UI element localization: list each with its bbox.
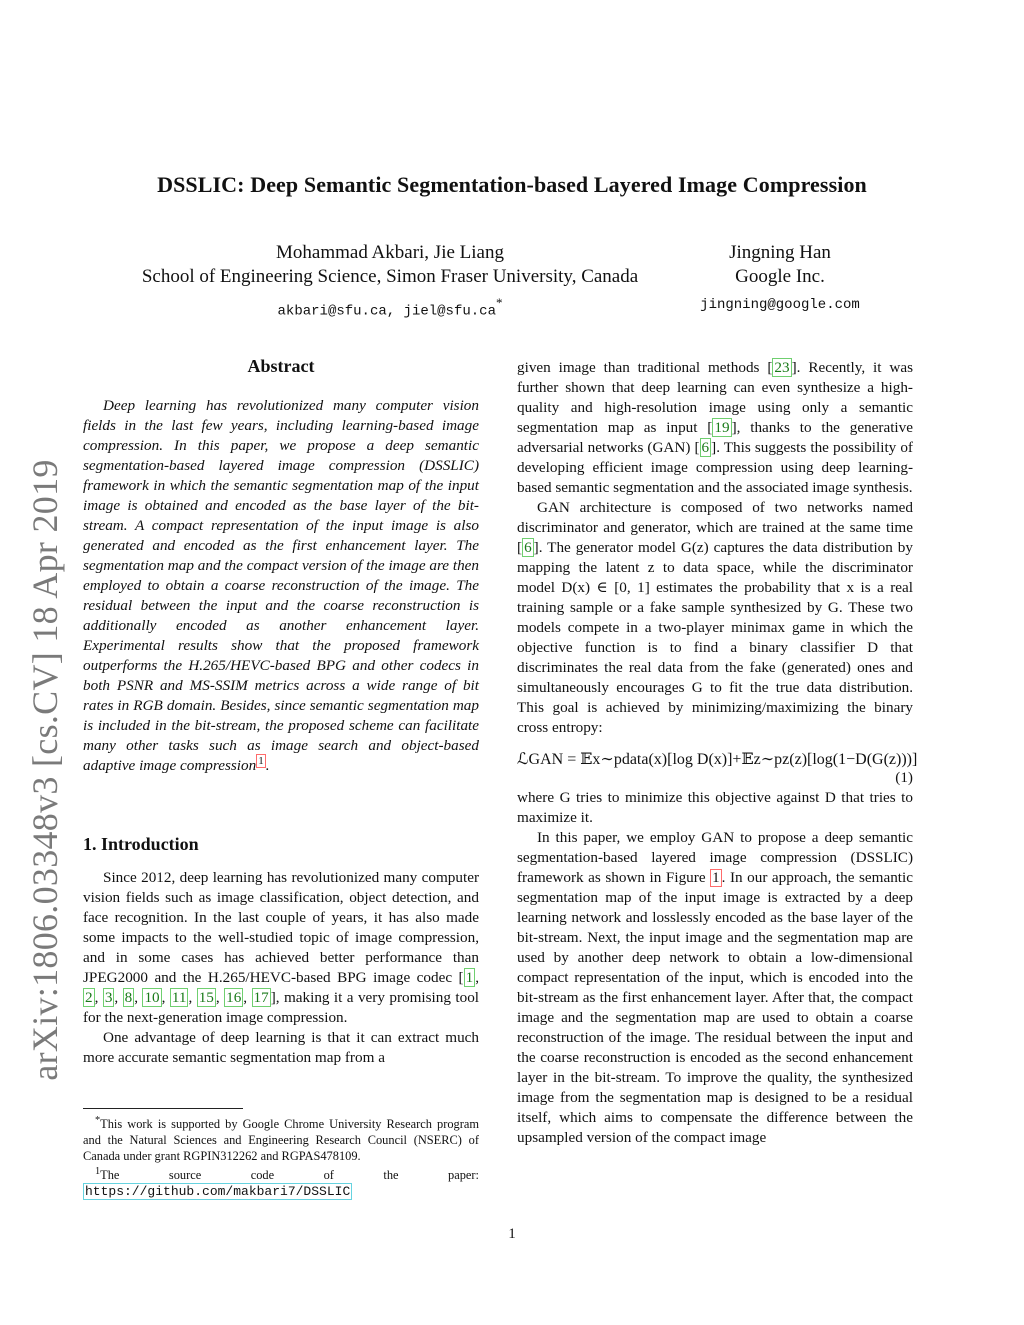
paper-title: DSSLIC: Deep Semantic Segmentation-based Layered Image Compression xyxy=(157,172,867,197)
author-block-1 xyxy=(100,241,680,323)
citation-link[interactable]: 10 xyxy=(144,989,160,1006)
author-emails-line-1 xyxy=(100,291,680,323)
gan-paragraph: GAN architecture is composed of two networks named discriminator and generator, which are trained at the same time [ 6 ]. The generator model G(z) captures the data distribution by mapping the latent z to data space, while the discriminator model D(x) ∈ [0, 1] estimates the probability that x is a real training sample or a fake sample synthesized by G. These two models compete in a two-player minimax game in which the objective function is to find a binary classifier D that discriminates the real data from the fake (generated) ones and simultaneously encourages G to fit the true data distribution. This goal is achieved by minimizing/maximizing the binary cross entropy: xyxy=(517,499,913,736)
citation-link[interactable]: 8 xyxy=(124,989,133,1006)
equation-block xyxy=(517,744,918,788)
citation-link[interactable]: 23 xyxy=(774,359,790,376)
citation-link[interactable]: 2 xyxy=(85,989,93,1006)
source-code-link[interactable]: https://github.com/makbari7/DSSLIC xyxy=(85,1184,351,1200)
intro-paragraph-2: One advantage of deep learning is that it can extract much more accurate semantic segmentation map from a xyxy=(83,1029,479,1066)
citation-link[interactable]: 6 xyxy=(701,439,710,456)
author-emails-1[interactable]: akbari@sfu.ca, jiel@sfu.ca xyxy=(277,303,496,320)
footnote-rule xyxy=(83,1108,243,1109)
citation-link[interactable]: 11 xyxy=(171,989,187,1006)
citation-link[interactable]: 6 xyxy=(524,539,532,556)
citation-link[interactable]: 17 xyxy=(253,989,269,1006)
paper-paragraph: In this paper, we employ GAN to propose a deep semantic segmentation-based layered image compression (DSSLIC) framework as shown in Figure 1 . In our approach, the semantic segmentation map of the input image is extracted by a deep learning network and losslessly encoded as the base layer of the bit-stream. Next, the input image and the segmentation map are used by another deep network to obtain a low-dimensional compact representation of the input, which is encoded into the bit-stream as the first enhancement layer. After that, the compact image and the segmentation map are used to obtain a coarse reconstruction of the image. The residual between the input and the coarse reconstruction is encoded as the second enhancement layer in the bit-stream. To improve the quality, the synthesized image from the segmentation map is designed to be a residual itself, which aims to compensate the difference between the upsampled version of the compact image xyxy=(517,829,913,1146)
author-names-1: Mohammad Akbari, Jie Liang xyxy=(276,242,504,263)
figure-ref-link[interactable]: 1 xyxy=(712,870,720,886)
citation-link[interactable]: 1 xyxy=(465,969,474,986)
arxiv-stamp-text: arXiv:1806.03348v3 [cs.CV] 18 Apr 2019 xyxy=(25,459,65,1081)
intro-paragraph-1: Since 2012, deep learning has revolutionized many computer vision fields such as image classification, object detection, and face recognition. In the last couple of years, it has also made some impacts to the well-studied topic of image compression, and in some cases has achieved better performance than JPEG2000 and the H.265/HEVC-based BPG image codec [ 1 , 2 , 3 , 8 , 10 , 11 , 15 , 16 , 17 ], making it a very promising tool for the next-generation image compression. xyxy=(83,869,480,1026)
footnotes xyxy=(83,1113,479,1200)
citation-link[interactable]: 3 xyxy=(104,989,113,1006)
abstract-heading: Abstract xyxy=(247,356,315,376)
left-column xyxy=(83,356,479,1068)
abstract-text: Deep learning has revolutionized many computer vision fields in the last few years, including learning-based image compression. In this paper, we propose a deep semantic segmentation-based layered image compression (DSSLIC) framework in which the semantic segmentation map of the input image is obtained and encoded as the base layer of the bit-stream. A compact representation of the input image is also generated and encoded as the first enhancement layer. The segmentation map and the compact version of the image are then employed to obtain a coarse reconstruction of the image. The residual between the input and the coarse reconstruction is additionally encoded as another enhancement layer. Experimental results show that the proposed framework outperforms the H.265/HEVC-based BPG and other codecs in both PSNR and MS-SSIM metrics across a wide range of bit rates in RGB domain. Besides, since semantic segmentation map is included in the bit-stream, the proposed scheme can facilitate many other tasks such as image search and object-based adaptive image compression $^1$ . xyxy=(83,397,479,774)
right-paragraph-continued: given image than traditional methods [ 23 ]. Recently, it was further shown that deep learning can even synthesize a high-quality and high-resolution image using only a semantic segmentation map as input [ 19 ], thanks to the generative adversarial networks (GAN) [ 6 ]. This suggests the possibility of developing efficient image compression using deep learning-based semantic segmentation and the associated image synthesis. xyxy=(517,359,913,496)
citation-link[interactable]: 19 xyxy=(714,419,730,436)
author-names-2: Jingning Han xyxy=(729,242,831,263)
footnote-1: *This work is supported by Google Chrome University Research program and the Natural Sciences and Engineering Research Council (NSERC) of Canada under grant RGPIN312262 and RGPAS478109. xyxy=(83,1115,479,1164)
footnote-ref-1[interactable]: 1 xyxy=(258,754,264,767)
after-equation-text: where G tries to minimize this objective against D that tries to maximize it. xyxy=(517,789,913,826)
author-affiliation-2: Google Inc. xyxy=(735,266,825,287)
page-number: 1 xyxy=(508,1226,516,1242)
equation-gan-loss: ℒGAN = 𝔼x∼pdata(x)[log D(x)]+𝔼z∼pz(z)[log(1−D(G(z)))] xyxy=(517,751,918,768)
section-heading-introduction: 1. Introduction xyxy=(83,834,199,854)
author-emails-2[interactable]: jingning@google.com xyxy=(700,297,860,313)
abstract-body: Deep learning has revolutionized many computer vision fields in the last few years, including learning-based image compression. In this paper, we propose a deep semantic segmentation-based layered image compression (DSSLIC) framework in which the semantic segmentation map of the input image is obtained and encoded as the base layer of the bit-stream. A compact representation of the input image is also generated and encoded as the first enhancement layer. The segmentation map and the compact version of the image are then employed to obtain a coarse reconstruction of the image. The residual between the input and the coarse reconstruction is additionally encoded as another enhancement layer. Experimental results show that the proposed framework outperforms the H.265/HEVC-based BPG and other codecs in both PSNR and MS-SSIM metrics across a wide range of bit rates in RGB domain. Besides, since semantic segmentation map is included in the bit-stream, the proposed scheme can facilitate many other tasks such as image search and object-based adaptive image compression xyxy=(83,397,479,774)
right-column xyxy=(517,358,918,1148)
equation-number: (1) xyxy=(895,769,913,786)
citation-link[interactable]: 15 xyxy=(198,989,214,1006)
author-affiliation-1: School of Engineering Science, Simon Fraser University, Canada xyxy=(141,266,639,287)
author-block-2 xyxy=(680,241,880,317)
footnote-2: $^1$The source code of the paper: https://github.com/makbari7/DSSLIC xyxy=(85,1166,479,1200)
author-footnote-mark: * xyxy=(495,295,503,310)
citation-link[interactable]: 16 xyxy=(226,989,242,1006)
